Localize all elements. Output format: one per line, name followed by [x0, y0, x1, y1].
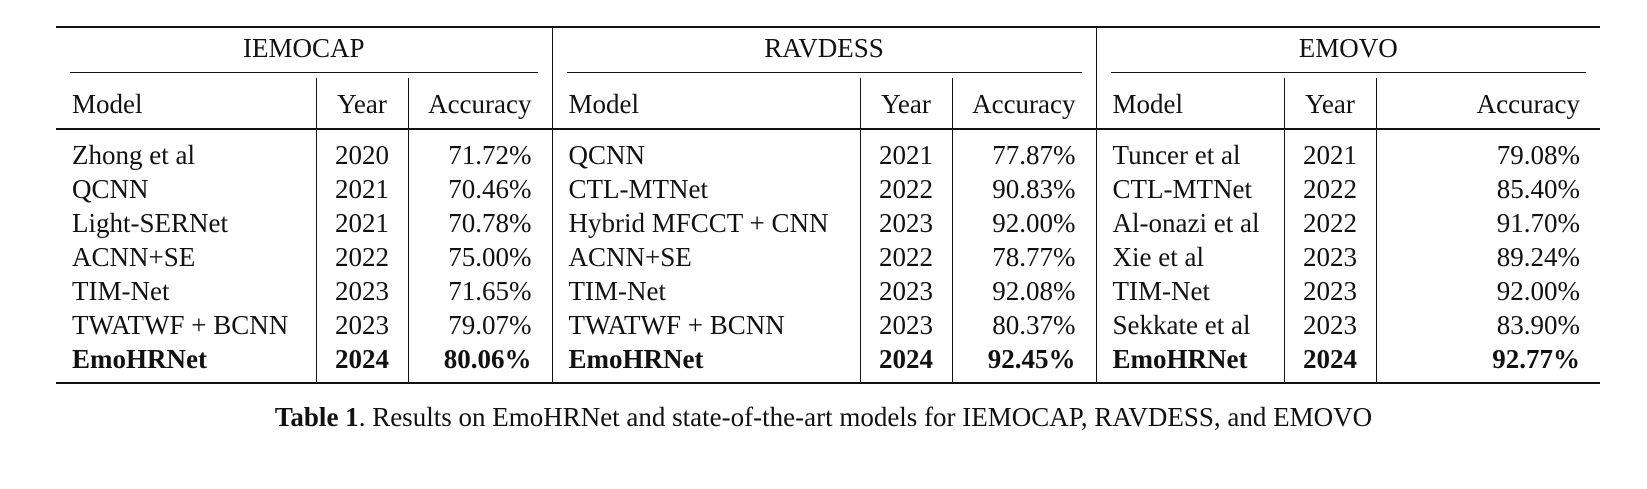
column-header-model: Model	[72, 88, 143, 119]
column-header-row	[56, 78, 1600, 129]
cell-model: Sekkate et al	[1096, 308, 1284, 342]
cell-accuracy: 80.06%	[408, 342, 552, 383]
cell-year: 2023	[860, 274, 952, 308]
cell-year: 2024	[316, 342, 408, 383]
cell-year: 2022	[1284, 206, 1376, 240]
cell-accuracy: 75.00%	[408, 240, 552, 274]
cell-model: CTL-MTNet	[552, 172, 860, 206]
dataset-name: EMOVO	[1111, 33, 1587, 73]
cell-model: Al-onazi et al	[1096, 206, 1284, 240]
cell-accuracy: 91.70%	[1376, 206, 1600, 240]
column-header-year: Year	[860, 78, 952, 129]
table-body	[56, 129, 1600, 383]
cell-year: 2021	[316, 172, 408, 206]
cell-model: Zhong et al	[72, 140, 195, 170]
cell-model: TWATWF + BCNN	[552, 308, 860, 342]
results-table	[56, 26, 1600, 384]
table-row-proposed	[56, 342, 1600, 383]
results-table-container	[56, 26, 1600, 384]
dataset-name: IEMOCAP	[70, 33, 538, 73]
cell-year: 2022	[316, 240, 408, 274]
table-row	[56, 172, 1600, 206]
cell-accuracy: 80.37%	[952, 308, 1096, 342]
column-header-model: Model	[552, 78, 860, 129]
cell-year: 2023	[860, 308, 952, 342]
cell-accuracy: 79.07%	[408, 308, 552, 342]
cell-accuracy: 70.78%	[408, 206, 552, 240]
column-header-model: Model	[1096, 78, 1284, 129]
cell-model: TIM-Net	[72, 276, 170, 306]
cell-model: ACNN+SE	[552, 240, 860, 274]
cell-year: 2021	[860, 129, 952, 172]
cell-accuracy: 71.72%	[408, 129, 552, 172]
dataset-header-iemocap	[56, 27, 552, 78]
cell-year: 2022	[860, 172, 952, 206]
cell-accuracy: 85.40%	[1376, 172, 1600, 206]
cell-accuracy: 92.77%	[1376, 342, 1600, 383]
table-row	[56, 206, 1600, 240]
cell-accuracy: 70.46%	[408, 172, 552, 206]
dataset-header-row	[56, 27, 1600, 78]
dataset-name: RAVDESS	[567, 33, 1082, 73]
table-row	[56, 274, 1600, 308]
column-header-year: Year	[1284, 78, 1376, 129]
cell-year: 2023	[860, 206, 952, 240]
cell-accuracy: 92.00%	[1376, 274, 1600, 308]
cell-year: 2023	[316, 308, 408, 342]
cell-model: TWATWF + BCNN	[72, 310, 289, 340]
column-header-accuracy: Accuracy	[1376, 78, 1600, 129]
table-caption	[0, 402, 1647, 433]
cell-model: CTL-MTNet	[1096, 172, 1284, 206]
cell-model: TIM-Net	[1096, 274, 1284, 308]
cell-accuracy: 90.83%	[952, 172, 1096, 206]
cell-accuracy: 79.08%	[1376, 129, 1600, 172]
cell-year: 2022	[860, 240, 952, 274]
cell-model: Light-SERNet	[72, 208, 228, 238]
cell-year: 2020	[316, 129, 408, 172]
cell-year: 2023	[1284, 308, 1376, 342]
cell-accuracy: 78.77%	[952, 240, 1096, 274]
cell-model: ACNN+SE	[72, 242, 196, 272]
cell-model: EmoHRNet	[552, 342, 860, 383]
cell-model: TIM-Net	[552, 274, 860, 308]
column-header-accuracy: Accuracy	[952, 78, 1096, 129]
cell-year: 2023	[1284, 274, 1376, 308]
caption-text: . Results on EmoHRNet and state-of-the-art models for IEMOCAP, RAVDESS, and EMOVO	[358, 402, 1373, 432]
cell-accuracy: 92.08%	[952, 274, 1096, 308]
cell-model: QCNN	[72, 174, 149, 204]
cell-model: Tuncer et al	[1096, 129, 1284, 172]
cell-year: 2021	[316, 206, 408, 240]
cell-accuracy: 89.24%	[1376, 240, 1600, 274]
cell-accuracy: 92.00%	[952, 206, 1096, 240]
dataset-header-ravdess	[552, 27, 1096, 78]
table-row	[56, 129, 1600, 172]
column-header-accuracy: Accuracy	[408, 78, 552, 129]
cell-model: Hybrid MFCCT + CNN	[552, 206, 860, 240]
cell-year: 2023	[316, 274, 408, 308]
cell-year: 2021	[1284, 129, 1376, 172]
cell-accuracy: 71.65%	[408, 274, 552, 308]
cell-model: Xie et al	[1096, 240, 1284, 274]
table-row	[56, 308, 1600, 342]
cell-model: EmoHRNet	[1096, 342, 1284, 383]
column-header-year: Year	[316, 78, 408, 129]
cell-year: 2024	[860, 342, 952, 383]
cell-year: 2022	[1284, 172, 1376, 206]
cell-model: EmoHRNet	[72, 344, 207, 374]
caption-label: Table 1	[274, 402, 359, 432]
table-row	[56, 240, 1600, 274]
cell-accuracy: 92.45%	[952, 342, 1096, 383]
dataset-header-emovo	[1096, 27, 1600, 78]
cell-accuracy: 83.90%	[1376, 308, 1600, 342]
cell-model: QCNN	[552, 129, 860, 172]
cell-year: 2023	[1284, 240, 1376, 274]
cell-accuracy: 77.87%	[952, 129, 1096, 172]
cell-year: 2024	[1284, 342, 1376, 383]
